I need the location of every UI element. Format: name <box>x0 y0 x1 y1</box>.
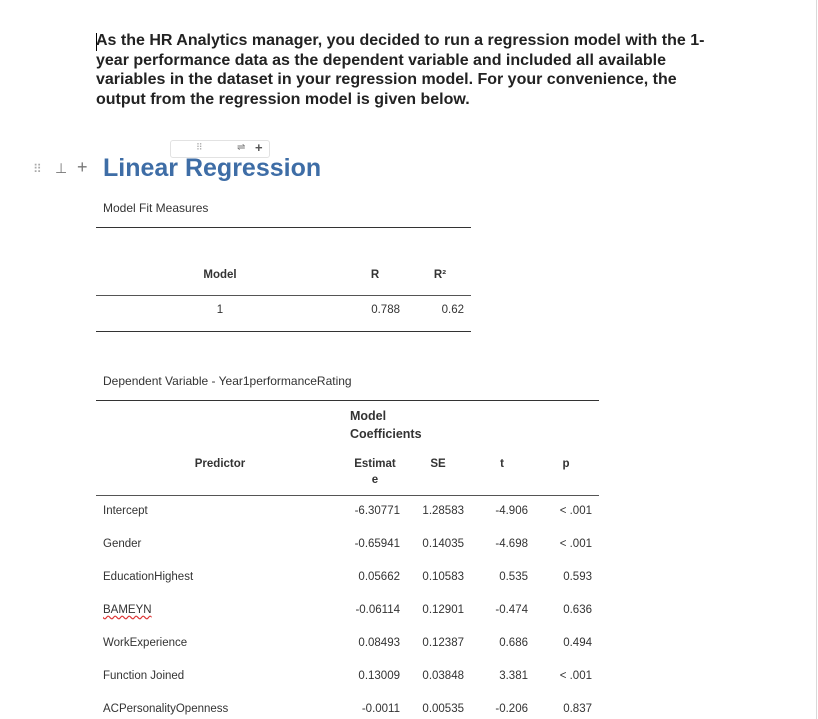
model-fit-header-r: R <box>370 269 380 281</box>
row-se: 0.14035 <box>422 538 464 550</box>
coefficients-group-header-line2: Coefficients <box>350 427 422 441</box>
row-se: 0.03848 <box>422 670 464 682</box>
row-se: 0.12901 <box>422 604 464 616</box>
coefficients-header-predictor: Predictor <box>194 458 246 470</box>
row-t: 3.381 <box>499 670 528 682</box>
row-predictor: BAMEYN <box>103 604 152 616</box>
pin-icon[interactable]: ⊥ <box>55 160 68 176</box>
row-se: 1.28583 <box>422 505 464 517</box>
row-t: -0.474 <box>495 604 528 616</box>
model-fit-header-model: Model <box>203 269 237 281</box>
model-fit-value-model: 1 <box>216 304 224 316</box>
row-t: 0.686 <box>499 637 528 649</box>
row-t: 0.535 <box>499 571 528 583</box>
row-estimate: 0.05662 <box>358 571 400 583</box>
row-se: 0.12387 <box>422 637 464 649</box>
coefficients-header-rule <box>96 495 599 496</box>
coefficients-header-estimate: Estimat <box>354 458 396 470</box>
row-p: 0.494 <box>563 637 592 649</box>
model-fit-value-r: 0.788 <box>371 304 400 316</box>
model-fit-header-r2: R² <box>433 269 447 281</box>
sort-options-icon[interactable]: ⇌ <box>237 142 246 153</box>
add-block-icon[interactable]: + <box>255 140 263 155</box>
row-predictor: WorkExperience <box>103 637 188 649</box>
row-p: < .001 <box>559 505 592 517</box>
row-estimate: -0.06114 <box>355 604 400 616</box>
coefficients-header-t: t <box>500 458 504 470</box>
page-right-border <box>816 0 817 719</box>
row-p: 0.837 <box>563 703 592 715</box>
row-t: -4.906 <box>495 505 528 517</box>
row-estimate: 0.13009 <box>358 670 400 682</box>
row-se: 0.00535 <box>422 703 464 715</box>
row-estimate: 0.08493 <box>358 637 400 649</box>
row-predictor: Intercept <box>103 505 148 517</box>
row-estimate: -0.0011 <box>361 703 400 715</box>
model-fit-top-rule <box>96 227 471 228</box>
model-fit-header-rule <box>96 295 471 296</box>
coefficients-header-se: SE <box>430 458 446 470</box>
row-p: 0.636 <box>563 604 592 616</box>
row-estimate: -0.65941 <box>354 538 400 550</box>
row-p: < .001 <box>559 538 592 550</box>
section-title: Linear Regression <box>103 154 322 182</box>
coefficients-header-estimate-cont: e <box>371 474 379 486</box>
row-predictor: Gender <box>103 538 142 550</box>
row-predictor: ACPersonalityOpenness <box>103 703 229 715</box>
row-se: 0.10583 <box>422 571 464 583</box>
coefficients-header-p: p <box>562 458 570 470</box>
row-t: -0.206 <box>495 703 528 715</box>
drag-grip-icon[interactable]: ⠿ <box>196 142 202 152</box>
model-fit-value-r2: 0.62 <box>441 304 464 316</box>
add-icon[interactable]: + <box>77 157 88 177</box>
row-p: < .001 <box>559 670 592 682</box>
question-text[interactable]: As the HR Analytics manager, you decided to run a regression model with the 1-year performance data as the dependent variable and included all available variables in the dataset in your regression model. For your convenience, the output from the regression model is given below. <box>96 32 705 108</box>
model-fit-bottom-rule <box>96 331 471 332</box>
drag-handle-icon[interactable]: ⠿ <box>33 162 41 176</box>
row-predictor: Function Joined <box>103 670 185 682</box>
coefficients-caption: Dependent Variable - Year1performanceRating <box>103 374 352 388</box>
row-predictor: EducationHighest <box>103 571 194 583</box>
coefficients-top-rule <box>96 400 599 401</box>
model-fit-caption: Model Fit Measures <box>103 201 209 215</box>
coefficients-group-header-line1: Model <box>350 409 387 423</box>
row-p: 0.593 <box>563 571 592 583</box>
row-estimate: -6.30771 <box>354 505 400 517</box>
row-t: -4.698 <box>495 538 528 550</box>
